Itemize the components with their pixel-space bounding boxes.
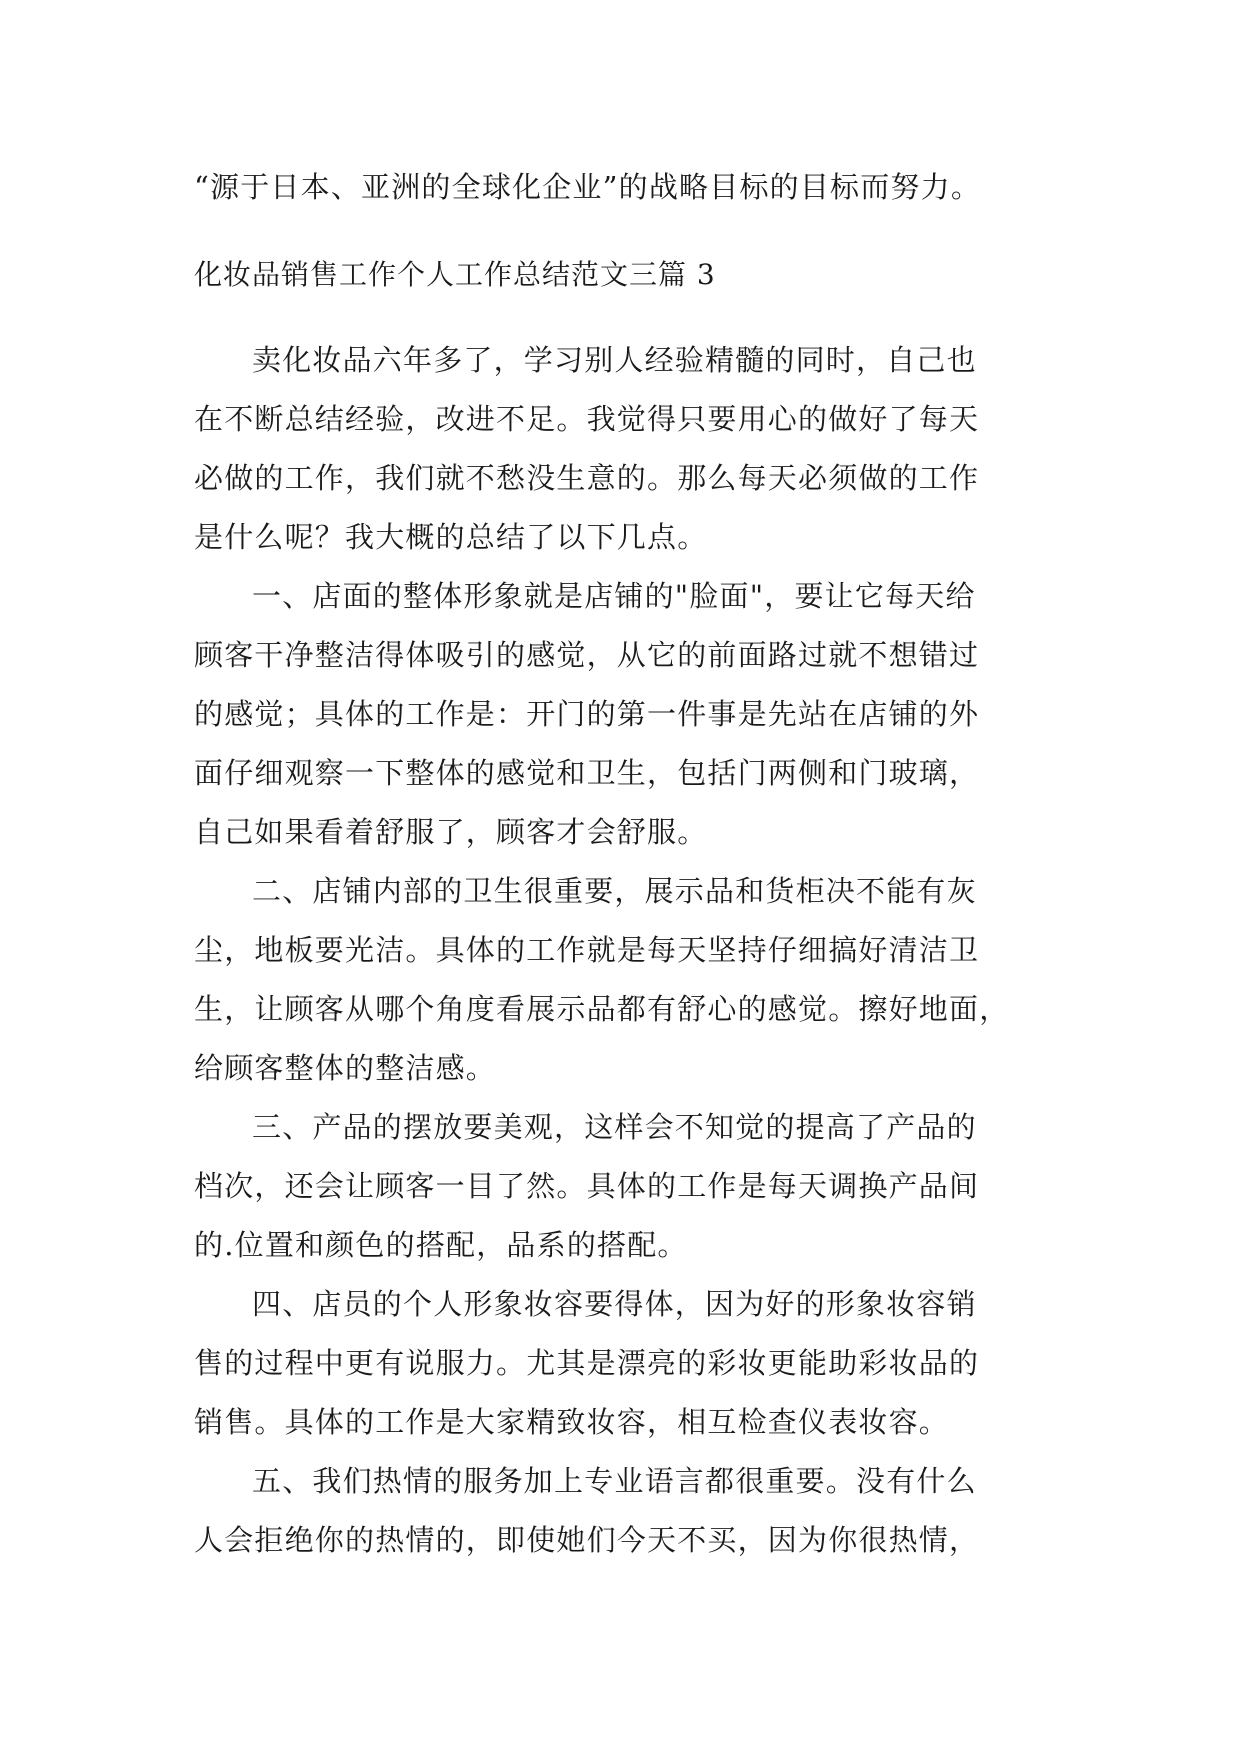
text-line: 给顾客整体的整洁感。 [194,1051,497,1085]
text-line: 在不断总结经验，改进不足。我觉得只要用心的做好了每天 [194,402,980,436]
text-line: 售的过程中更有说服力。尤其是漂亮的彩妆更能助彩妆品的 [194,1346,980,1380]
text-line: 销售。具体的工作是大家精致妆容，相互检查仪表妆容。 [194,1405,950,1439]
text-line: 顾客干净整洁得体吸引的感觉，从它的前面路过就不想错过 [194,638,980,672]
text-line: 生，让顾客从哪个角度看展示品都有舒心的感觉。擦好地面， [194,992,1010,1026]
document-body [194,158,1062,1570]
text-line: 一、店面的整体形象就是店铺的"脸面"，要让它每天给 [252,579,976,613]
section-heading: 化妆品销售工作个人工作总结范文三篇 3 [194,258,716,291]
paragraph-point-3 [194,1098,1062,1275]
text-line: 人会拒绝你的热情的，即使她们今天不买，因为你很热情， [194,1523,980,1557]
paragraph-point-2 [194,862,1062,1098]
paragraph-point-4 [194,1275,1062,1452]
text-line: 三、产品的摆放要美观，这样会不知觉的提高了产品的 [252,1110,977,1144]
text-line: 必做的工作，我们就不愁没生意的。那么每天必须做的工作 [194,461,980,495]
text-line: 是什么呢？我大概的总结了以下几点。 [194,520,708,554]
text-line: 四、店员的个人形象妆容要得体，因为好的形象妆容销 [252,1287,977,1321]
text-line: 五、我们热情的服务加上专业语言都很重要。没有什么 [252,1464,977,1498]
text-line: 尘，地板要光洁。具体的工作就是每天坚持仔细搞好清洁卫 [194,933,980,967]
paragraph-point-5 [194,1452,1062,1570]
text-line: 档次，还会让顾客一目了然。具体的工作是每天调换产品间 [194,1169,980,1203]
paragraph-point-1 [194,567,1062,862]
lead-line: “源于日本、亚洲的全球化企业”的战略目标的目标而努力。 [194,170,982,204]
paragraph-intro [194,331,1062,567]
text-line: 二、店铺内部的卫生很重要，展示品和货柜决不能有灰 [252,874,977,908]
text-line: 卖化妆品六年多了，学习别人经验精髓的同时，自己也 [252,343,977,377]
text-line: 面仔细观察一下整体的感觉和卫生，包括门两侧和门玻璃， [194,756,980,790]
text-line: 自己如果看着舒服了，顾客才会舒服。 [194,815,708,849]
text-line: 的.位置和颜色的搭配，品系的搭配。 [194,1228,688,1262]
text-line: 的感觉；具体的工作是：开门的第一件事是先站在店铺的外 [194,697,980,731]
